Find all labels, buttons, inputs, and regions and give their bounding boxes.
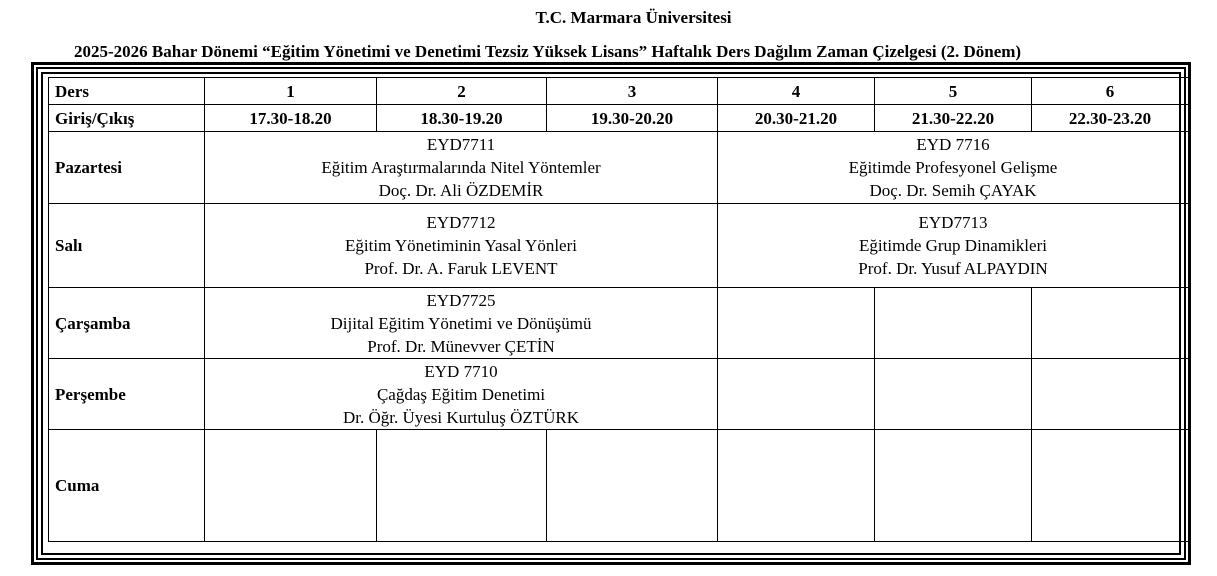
period-time: 20.30-21.20 <box>718 105 875 132</box>
empty-cell <box>1032 288 1189 359</box>
course-cell <box>205 359 718 430</box>
period-number: 2 <box>377 78 547 105</box>
period-time: 22.30-23.20 <box>1032 105 1189 132</box>
period-number: 3 <box>547 78 718 105</box>
course-cell <box>205 288 718 359</box>
day-label: Salı <box>49 204 205 288</box>
period-time-row <box>49 105 1189 132</box>
course-code: EYD7711 <box>426 135 496 154</box>
course-code: EYD7725 <box>426 290 496 310</box>
course-code: EYD7713 <box>918 213 988 232</box>
empty-cell <box>875 359 1032 430</box>
period-time: 17.30-18.20 <box>205 105 377 132</box>
course-name: Eğitimde Grup Dinamikleri <box>859 236 1047 255</box>
course-code: EYD 7710 <box>424 361 498 381</box>
day-label: Pazartesi <box>49 132 205 204</box>
ders-label: Ders <box>49 78 205 105</box>
empty-cell <box>718 359 875 430</box>
giris-cikis-label: Giriş/Çıkış <box>49 105 205 132</box>
course-cell <box>718 204 1189 288</box>
course-name: Çağdaş Eğitim Denetimi <box>376 384 546 404</box>
period-time: 21.30-22.20 <box>875 105 1032 132</box>
day-row-friday <box>49 430 1189 542</box>
course-cell <box>205 204 718 288</box>
course-instructor: Doç. Dr. Ali ÖZDEMİR <box>378 181 544 200</box>
day-label: Perşembe <box>49 359 205 430</box>
schedule-subtitle: 2025-2026 Bahar Dönemi “Eğitim Yönetimi ve Denetimi Tezsiz Yüksek Lisans” Haftalık Ders Dağılım Zaman Çizelgesi (2. Dönem) <box>74 42 1022 61</box>
empty-cell <box>1032 359 1189 430</box>
course-code: EYD 7716 <box>916 135 990 154</box>
course-instructor: Prof. Dr. A. Faruk LEVENT <box>364 259 558 278</box>
period-time: 19.30-20.20 <box>547 105 718 132</box>
course-instructor: Prof. Dr. Münevver ÇETİN <box>367 336 555 356</box>
course-name: Dijital Eğitim Yönetimi ve Dönüşümü <box>330 313 592 333</box>
course-name: Eğitim Araştırmalarında Nitel Yöntemler <box>321 158 601 177</box>
page-title: T.C. Marmara Üniversitesi <box>535 8 732 27</box>
course-instructor: Doç. Dr. Semih ÇAYAK <box>869 181 1037 200</box>
day-row-wednesday <box>49 288 1189 359</box>
empty-cell <box>205 430 377 542</box>
course-code: EYD7712 <box>426 213 496 232</box>
day-label: Çarşamba <box>49 288 205 359</box>
course-cell <box>718 132 1189 204</box>
day-label: Cuma <box>49 430 205 542</box>
course-instructor: Dr. Öğr. Üyesi Kurtuluş ÖZTÜRK <box>342 407 580 427</box>
period-number: 5 <box>875 78 1032 105</box>
empty-cell <box>377 430 547 542</box>
empty-cell <box>875 430 1032 542</box>
day-row-monday <box>49 132 1189 204</box>
course-name: Eğitimde Profesyonel Gelişme <box>848 158 1058 177</box>
period-number: 6 <box>1032 78 1189 105</box>
empty-cell <box>875 288 1032 359</box>
period-number: 1 <box>205 78 377 105</box>
empty-cell <box>718 288 875 359</box>
empty-cell <box>1032 430 1189 542</box>
period-number-row <box>49 78 1189 105</box>
day-row-tuesday <box>49 204 1189 288</box>
course-name: Eğitim Yönetiminin Yasal Yönleri <box>344 236 577 255</box>
empty-cell <box>547 430 718 542</box>
period-time: 18.30-19.20 <box>377 105 547 132</box>
period-number: 4 <box>718 78 875 105</box>
empty-cell <box>718 430 875 542</box>
course-cell <box>205 132 718 204</box>
schedule-table <box>48 77 1189 542</box>
day-row-thursday <box>49 359 1189 430</box>
course-instructor: Prof. Dr. Yusuf ALPAYDIN <box>858 259 1048 278</box>
